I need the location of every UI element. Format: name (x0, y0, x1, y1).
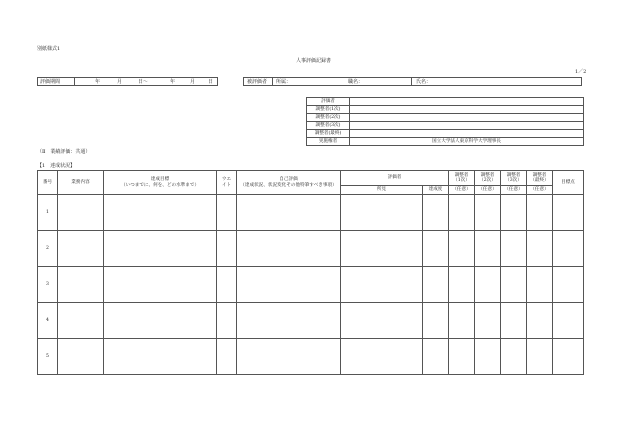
header-adjF: 調整者 （最終） (527, 171, 553, 186)
row-number: 1 (38, 195, 58, 231)
table-row (38, 339, 584, 375)
period-start-month[interactable]: 月 (117, 79, 123, 85)
table-cell[interactable] (501, 195, 527, 231)
dept-field[interactable]: 所属： (276, 79, 292, 85)
header-no: 番号 (38, 171, 58, 195)
table-cell[interactable] (104, 303, 217, 339)
table-cell[interactable] (58, 339, 104, 375)
table-cell[interactable] (58, 195, 104, 231)
page-title: 人事評価記録書 (296, 58, 332, 64)
header-work: 業務内容 (58, 171, 104, 195)
form-id: 別紙様式1 (37, 46, 61, 52)
period-start-day[interactable]: 日～ (138, 79, 149, 85)
table-cell[interactable] (58, 303, 104, 339)
evaluation-period-box (37, 77, 218, 86)
role-value[interactable] (350, 106, 584, 114)
table-cell[interactable] (475, 195, 501, 231)
role-label: 評価者 (307, 98, 350, 106)
table-cell[interactable] (237, 195, 341, 231)
header-optional-2: （任意） (475, 186, 501, 195)
table-cell[interactable] (501, 267, 527, 303)
role-row (307, 114, 584, 122)
table-cell[interactable] (237, 267, 341, 303)
table-cell[interactable] (527, 267, 553, 303)
role-value[interactable] (350, 114, 584, 122)
table-cell[interactable] (423, 303, 449, 339)
table-cell[interactable] (527, 195, 553, 231)
table-cell[interactable] (553, 339, 584, 375)
header-degree: 達成度 (423, 186, 449, 195)
table-cell[interactable] (501, 303, 527, 339)
table-cell[interactable] (237, 339, 341, 375)
table-cell[interactable] (553, 267, 584, 303)
post-field[interactable]: 職名： (348, 79, 364, 85)
evaluatee-label: 被評価者 (247, 79, 268, 85)
table-cell[interactable] (104, 231, 217, 267)
table-cell[interactable] (341, 231, 423, 267)
table-cell[interactable] (449, 339, 475, 375)
achievement-table (37, 170, 584, 375)
header-adj2: 調整者 （2次） (475, 171, 501, 186)
period-divider (74, 78, 75, 85)
period-start-year[interactable]: 年 (95, 79, 101, 85)
table-cell[interactable] (475, 231, 501, 267)
role-label: 調整者(1次) (307, 106, 350, 114)
header-evaluator: 評価者 (341, 171, 449, 186)
role-row (307, 106, 584, 114)
table-cell[interactable] (527, 231, 553, 267)
table-row (38, 195, 584, 231)
header-weight: ウエ イト (217, 171, 237, 195)
table-cell[interactable] (341, 195, 423, 231)
row-number: 2 (38, 231, 58, 267)
header-optional-3: （任意） (501, 186, 527, 195)
table-row (38, 267, 584, 303)
role-label: 調整者(3次) (307, 122, 350, 130)
period-end-year[interactable]: 年 (170, 79, 176, 85)
role-value[interactable] (350, 130, 584, 138)
role-label: 実施権者 (307, 138, 350, 146)
table-cell[interactable] (423, 231, 449, 267)
table-cell[interactable] (341, 303, 423, 339)
table-cell[interactable] (527, 339, 553, 375)
header-goal: 達成目標 （いつまでに、何を、どの水準まで） (104, 171, 217, 195)
table-cell[interactable] (501, 231, 527, 267)
evaluatee-divider (272, 78, 273, 85)
table-cell[interactable] (423, 195, 449, 231)
role-row (307, 138, 584, 146)
table-cell[interactable] (553, 303, 584, 339)
row-number: 4 (38, 303, 58, 339)
table-cell[interactable] (217, 339, 237, 375)
role-label: 調整者(2次) (307, 114, 350, 122)
table-cell[interactable] (553, 195, 584, 231)
table-cell[interactable] (527, 303, 553, 339)
role-value[interactable]: 国立大学法人東京科学大学理事長 (350, 138, 584, 146)
page-number: 1／2 (575, 69, 587, 75)
table-cell[interactable] (217, 267, 237, 303)
table-cell[interactable] (449, 195, 475, 231)
table-cell[interactable] (104, 195, 217, 231)
header-remarks: 目標点 (553, 171, 584, 195)
table-cell[interactable] (475, 339, 501, 375)
table-cell[interactable] (449, 303, 475, 339)
header-opinion: 所見 (341, 186, 423, 195)
evaluatee-divider-2 (411, 78, 412, 85)
period-end-day[interactable]: 日 (208, 79, 214, 85)
section-heading: （Ⅱ 業績評価：共通） (37, 149, 91, 155)
subsection-heading: 【1 達成状況】 (37, 163, 76, 169)
table-cell[interactable] (423, 339, 449, 375)
table-cell[interactable] (475, 303, 501, 339)
row-number: 3 (38, 267, 58, 303)
role-value[interactable] (350, 98, 584, 106)
table-row (38, 231, 584, 267)
header-optional-4: （任意） (527, 186, 553, 195)
row-number: 5 (38, 339, 58, 375)
role-label: 調整者(最終) (307, 130, 350, 138)
table-cell[interactable] (58, 267, 104, 303)
header-adj3: 調整者 （3次） (501, 171, 527, 186)
table-cell[interactable] (553, 231, 584, 267)
role-value[interactable] (350, 122, 584, 130)
table-cell[interactable] (217, 303, 237, 339)
table-cell[interactable] (58, 231, 104, 267)
header-self: 自己評価 （達成状況、状況変化その他特筆すべき事項） (237, 171, 341, 195)
table-cell[interactable] (217, 231, 237, 267)
table-cell[interactable] (475, 267, 501, 303)
table-cell[interactable] (341, 339, 423, 375)
roles-table (306, 97, 584, 146)
role-row (307, 98, 584, 106)
period-label: 評価期間 (40, 79, 61, 85)
table-cell[interactable] (449, 231, 475, 267)
header-optional-1: （任意） (449, 186, 475, 195)
period-end-month[interactable]: 月 (190, 79, 196, 85)
role-row (307, 130, 584, 138)
role-row (307, 122, 584, 130)
table-cell[interactable] (237, 303, 341, 339)
table-cell[interactable] (237, 231, 341, 267)
header-adj1: 調整者 （1次） (449, 171, 475, 186)
table-cell[interactable] (104, 267, 217, 303)
table-row (38, 303, 584, 339)
evaluatee-box (243, 77, 582, 86)
table-cell[interactable] (217, 195, 237, 231)
table-cell[interactable] (449, 267, 475, 303)
table-cell[interactable] (423, 267, 449, 303)
table-cell[interactable] (341, 267, 423, 303)
table-cell[interactable] (104, 339, 217, 375)
name-field[interactable]: 氏名： (416, 79, 432, 85)
table-cell[interactable] (501, 339, 527, 375)
